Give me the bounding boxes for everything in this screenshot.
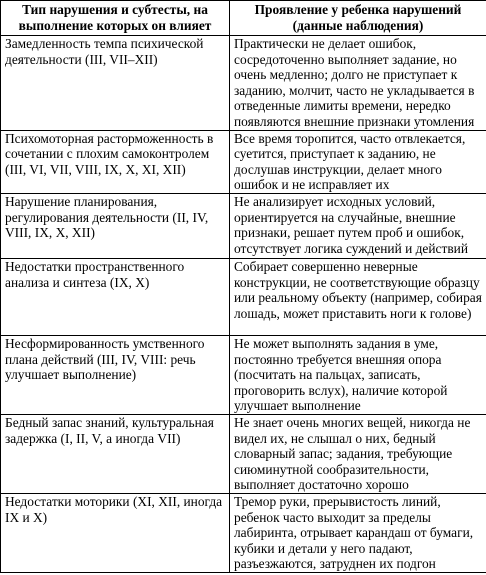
table-row — [1, 493, 486, 572]
manifestation-cell: Тремор руки, прерывистость линий, ребенок часто выходит за пределы лабиринта, отрывает карандаш от бумаги, кубики и детали у него падают, разъезжаются, затруднен их подгон — [230, 493, 486, 572]
manifestation-cell: Не анализирует исходных условий, ориентируется на случайные, внешние признаки, решает путем проб и ошибок, отсутствует логика суждений и действий — [230, 193, 486, 258]
manifestation-cell: Все время торопится, часто отвлекается, суетится, приступает к заданию, не дослушав инструкции, делает много ошибок и не исправляет их — [230, 130, 486, 193]
manifestation-cell: Практически не делает ошибок, сосредоточенно выполняет задание, но очень медленно; долго не приступает к заданию, молчит, часто не укладывается в отведенные лимиты времени, нередко появляются внешние признаки утомления — [230, 36, 486, 131]
disorder-type-cell: Нарушение планирования, регулирования деятельности (II, IV, VIII, IX, X, XII) — [1, 193, 230, 258]
disorder-type-cell: Несформированность умственного плана действий (III, IV, VIII: речь улучшает выполнение) — [1, 335, 230, 414]
disorder-type-cell: Замедленность темпа психической деятельности (III, VII–XII) — [1, 36, 230, 131]
disorder-type-cell: Бедный запас знаний, культуральная задержка (I, II, V, а иногда VII) — [1, 414, 230, 493]
table-row — [1, 36, 486, 131]
table-row — [1, 335, 486, 414]
table-row — [1, 258, 486, 335]
table-row — [1, 414, 486, 493]
header-disorder-type: Тип нарушения и субтесты, на выполнение которых он влияет — [1, 1, 230, 36]
disorder-type-cell: Недостатки пространственного анализа и синтеза (IX, X) — [1, 258, 230, 335]
manifestation-cell: Собирает совершенно неверные конструкции, не соответствующие образцу или реальному объекту (например, собирая лошадь, может приставить ноги к голове) — [230, 258, 486, 335]
table-header-row — [1, 1, 486, 36]
header-manifestation: Проявление у ребенка нарушений (данные наблюдения) — [230, 1, 486, 36]
manifestation-cell: Не знает очень многих вещей, никогда не видел их, не слышал о них, бедный словарный запас; задания, требующие сиюминутной сообразительности, выполняет достаточно хорошо — [230, 414, 486, 493]
table-row — [1, 193, 486, 258]
table-row — [1, 130, 486, 193]
disorder-type-cell: Психомоторная расторможенность в сочетании с плохим самоконтролем (III, VI, VII, VIII, IX, X, XI, XII) — [1, 130, 230, 193]
disorder-type-cell: Недостатки моторики (XI, XII, иногда IX и X) — [1, 493, 230, 572]
manifestation-cell: Не может выполнять задания в уме, постоянно требуется внешняя опора (посчитать на пальцах, записать, проговорить вслух), наличие которой улучшает выполнение — [230, 335, 486, 414]
